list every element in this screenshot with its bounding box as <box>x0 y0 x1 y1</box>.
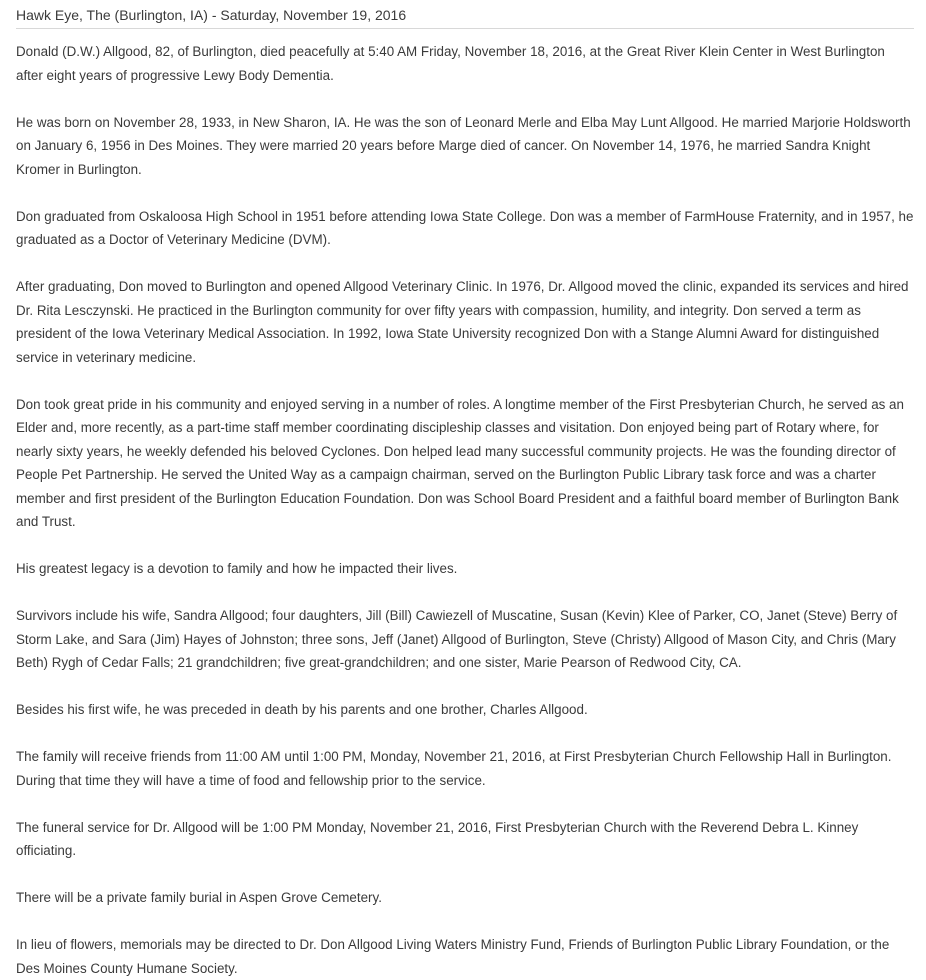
obituary-body <box>16 40 914 980</box>
paragraph-education: Don graduated from Oskaloosa High School in 1951 before attending Iowa State College. Don was a member of FarmHouse Fraternity, and in 1957, he graduated as a Doctor of Veterinary Medicine (DVM). <box>16 208 914 247</box>
paragraph-visitation: The family will receive friends from 11:00 AM until 1:00 PM, Monday, November 21, 2016, at First Presbyterian Church Fellowship Hall in Burlington. During that time they will have a time of food and fellowship prior to the service. <box>16 749 892 788</box>
paragraph-career: After graduating, Don moved to Burlington and opened Allgood Veterinary Clinic. In 1976, Dr. Allgood moved the clinic, expanded its services and hired Dr. Rita Lesczynski. He practiced in the Burlington community for over fifty years with compassion, humility, and integrity. Don served a term as president of the Iowa Veterinary Medical Association. In 1992, Iowa State University recognized Don with a Stange Alumni Award for distinguished service in veterinary medicine. <box>16 279 909 365</box>
paragraph-preceded: Besides his first wife, he was preceded in death by his parents and one brother, Charles Allgood. <box>16 702 588 717</box>
paragraph-memorials: In lieu of flowers, memorials may be directed to Dr. Don Allgood Living Waters Ministry Fund, Friends of Burlington Public Library Foundation, or the Des Moines County Humane Society. <box>16 937 890 976</box>
paragraph-birth-marriage: He was born on November 28, 1933, in New Sharon, IA. He was the son of Leonard Merle and Elba May Lunt Allgood. He married Marjorie Holdsworth on January 6, 1956 in Des Moines. They were married 20 years before Marge died of cancer. On November 14, 1976, he married Sandra Knight Kromer in Burlington. <box>16 114 911 177</box>
source-header: Hawk Eye, The (Burlington, IA) - Saturday, November 19, 2016 <box>16 5 914 29</box>
paragraph-funeral: The funeral service for Dr. Allgood will be 1:00 PM Monday, November 21, 2016, First Presbyterian Church with the Reverend Debra L. Kinney officiating. <box>16 819 859 858</box>
paragraph-burial: There will be a private family burial in Aspen Grove Cemetery. <box>16 890 382 905</box>
paragraph-death-notice: Donald (D.W.) Allgood, 82, of Burlington, died peacefully at 5:40 AM Friday, November 18, 2016, at the Great River Klein Center in West Burlington after eight years of progressive Lewy Body Dementia. <box>16 44 885 83</box>
paragraph-community: Don took great pride in his community and enjoyed serving in a number of roles. A longtime member of the First Presbyterian Church, he served as an Elder and, more recently, as a part-time staff member coordinating discipleship classes and visitation. Don enjoyed being part of Rotary where, for nearly sixty years, he weekly defended his beloved Cyclones. Don helped lead many successful community projects. He was the founding director of People Pet Partnership. He served the United Way as a campaign chairman, served on the Burlington Public Library task force and was a charter member and first president of the Burlington Education Foundation. Don was School Board President and a faithful board member of Burlington Bank and Trust. <box>16 396 904 529</box>
paragraph-legacy: His greatest legacy is a devotion to family and how he impacted their lives. <box>16 561 458 576</box>
paragraph-survivors: Survivors include his wife, Sandra Allgood; four daughters, Jill (Bill) Cawiezell of Muscatine, Susan (Kevin) Klee of Parker, CO, Janet (Steve) Berry of Storm Lake, and Sara (Jim) Hayes of Johnston; three sons, Jeff (Janet) Allgood of Burlington, Steve (Christy) Allgood of Mason City, and Chris (Mary Beth) Rygh of Cedar Falls; 21 grandchildren; five great-grandchildren; and one sister, Marie Pearson of Redwood City, CA. <box>16 608 898 670</box>
